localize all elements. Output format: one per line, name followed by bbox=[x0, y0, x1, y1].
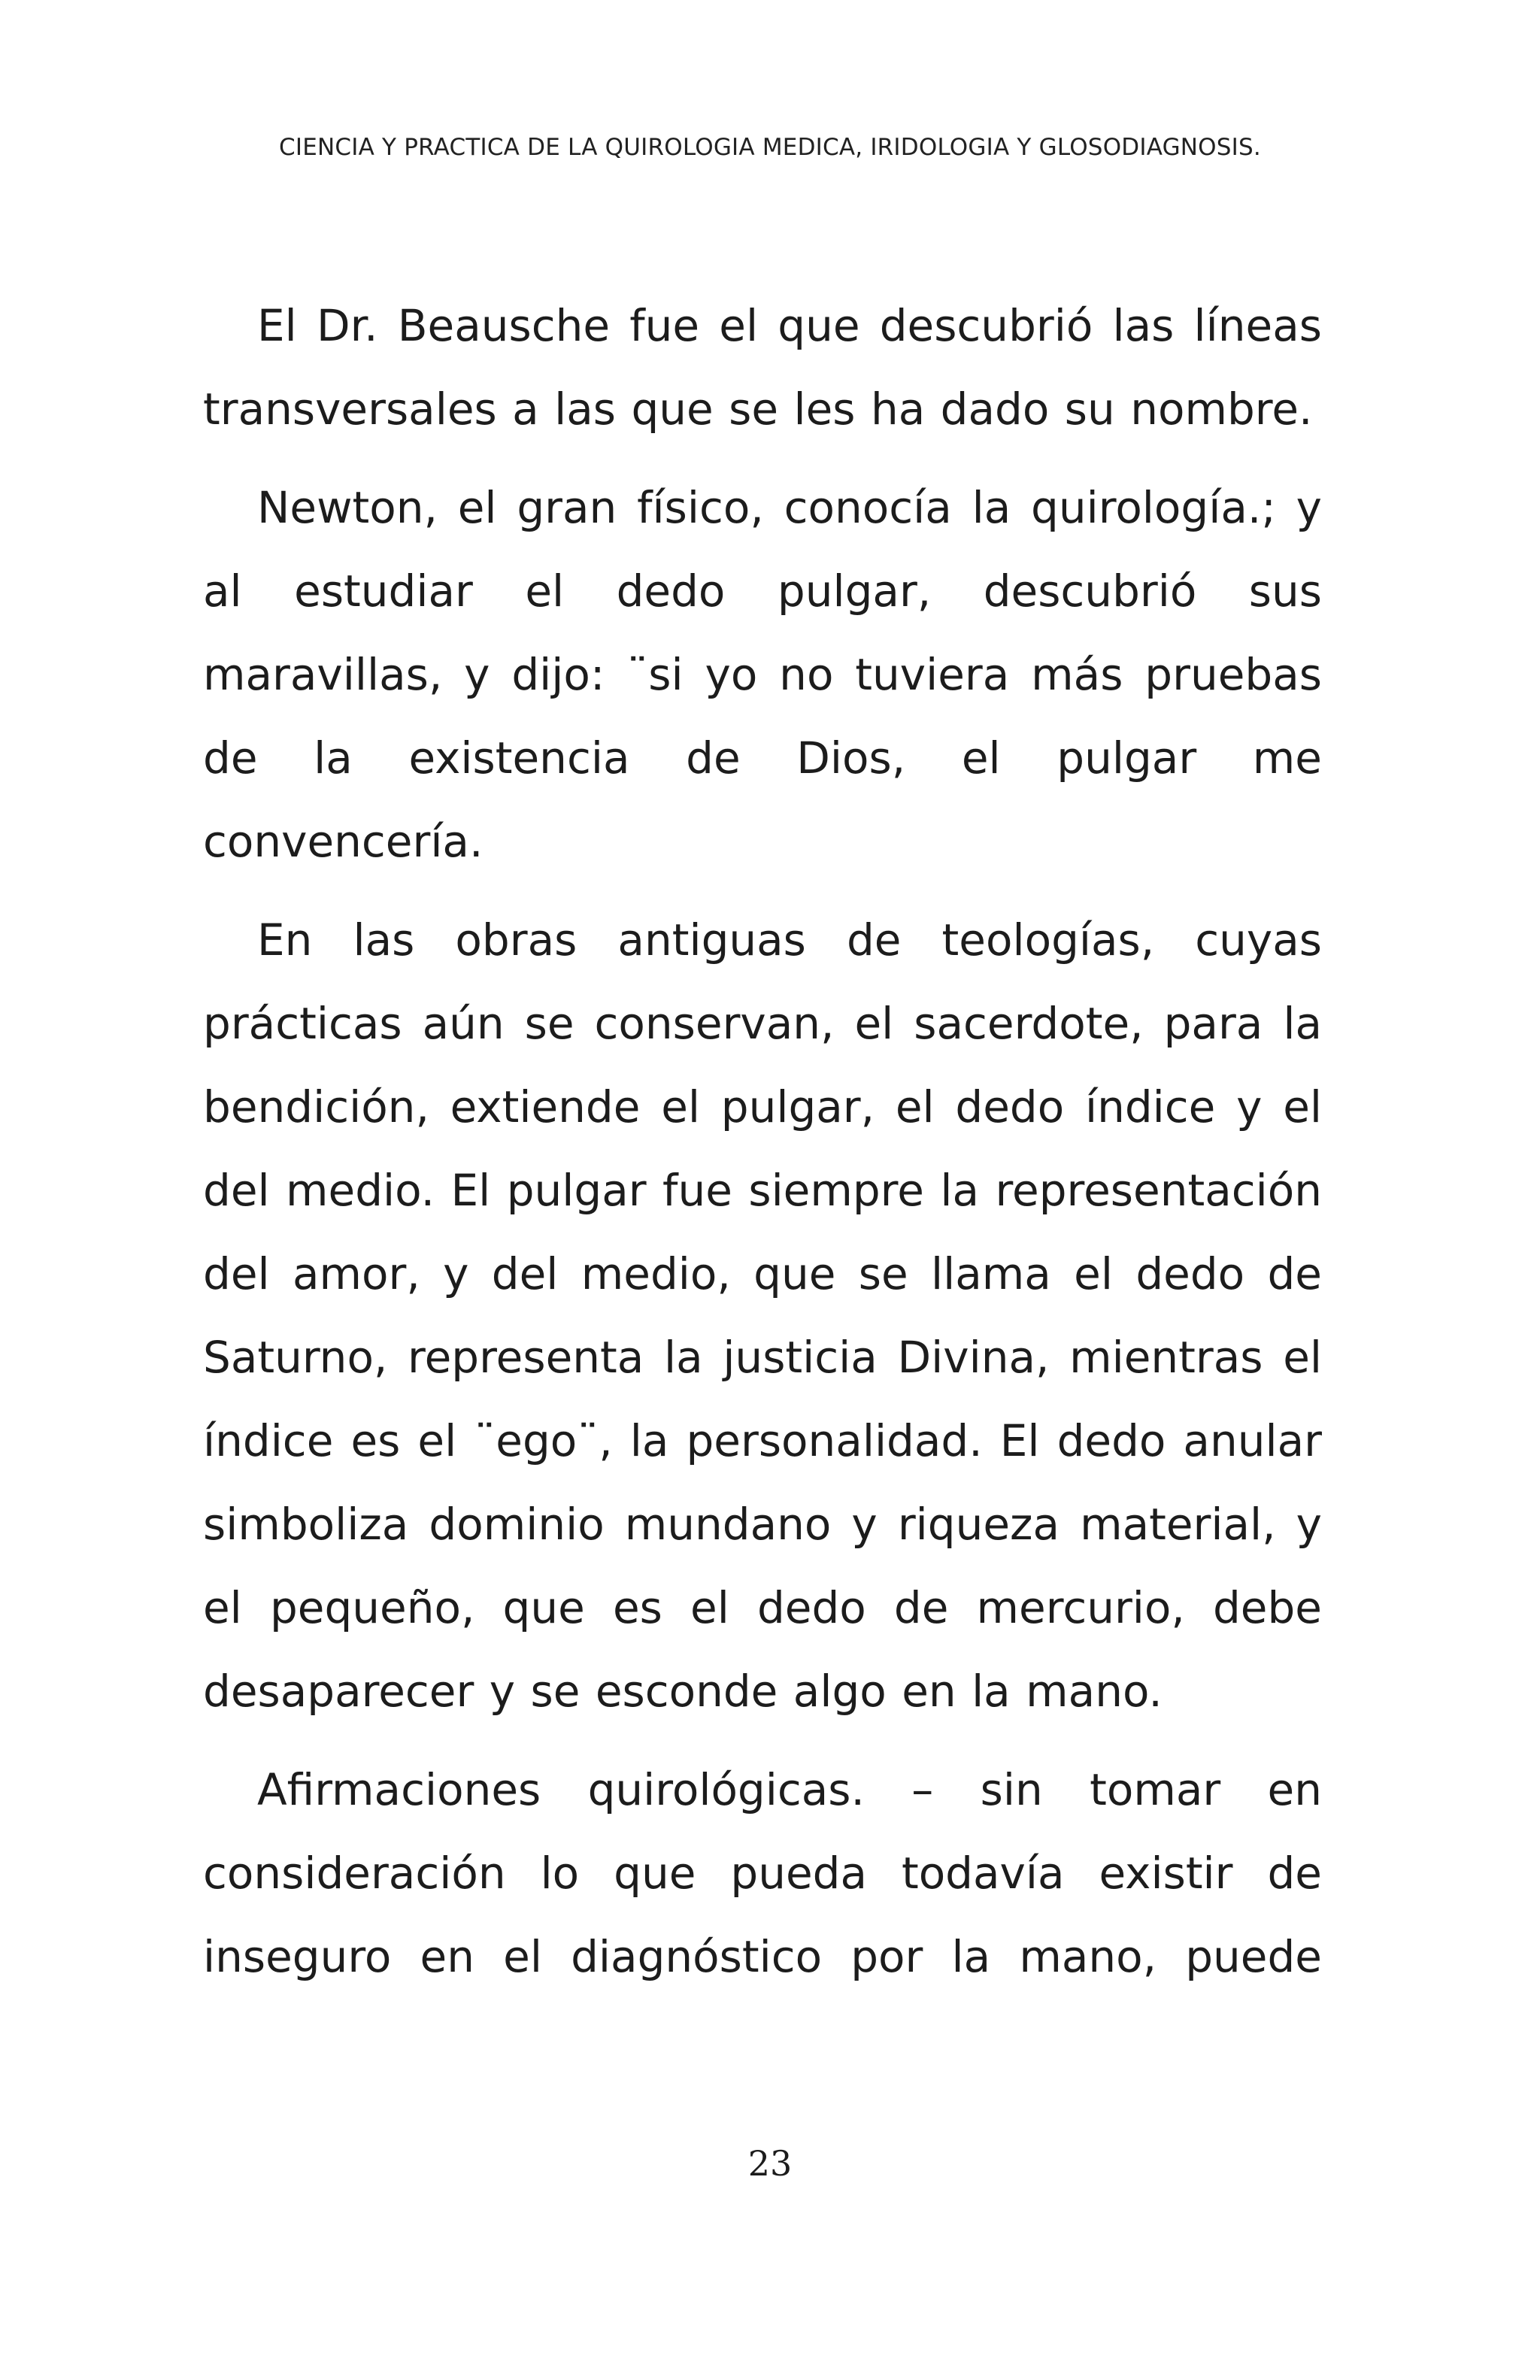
paragraph-newton: Newton, el gran físico, conocía la quirología.; y al estudiar el dedo pulgar, descubrió sus maravillas, y dijo: ¨si yo no tuviera más pruebas de la existencia de Dios, el pulgar me convencería. bbox=[203, 482, 1322, 867]
paragraph-afirmaciones: Afirmaciones quirológicas. – sin tomar en consideración lo que pueda todavía existir de inseguro en el diagnóstico por la mano, puede bbox=[203, 1764, 1322, 1982]
paragraph-beausche: El Dr. Beausche fue el que descubrió las líneas transversales a las que se les ha dado su nombre. bbox=[203, 300, 1322, 435]
running-header: CIENCIA Y PRACTICA DE LA QUIROLOGIA MEDICA, IRIDOLOGIA Y GLOSODIAGNOSIS. bbox=[279, 134, 1261, 161]
paragraph-fingers-symbolism: En las obras antiguas de teologías, cuyas prácticas aún se conservan, el sacerdote, para la bendición, extiende el pulgar, el dedo índice y el del medio. El pulgar fue siempre la representación del amor, y del medio, que se llama el dedo de Saturno, representa la justicia Divina, mientras el índice es el ¨ego¨, la personalidad. El dedo anular simboliza dominio mundano y riqueza material, y el pequeño, que es el dedo de mercurio, debe desaparecer y se esconde algo en la mano. bbox=[203, 914, 1322, 1717]
page-number: 23 bbox=[747, 2143, 793, 2184]
body-text bbox=[203, 284, 1322, 2014]
